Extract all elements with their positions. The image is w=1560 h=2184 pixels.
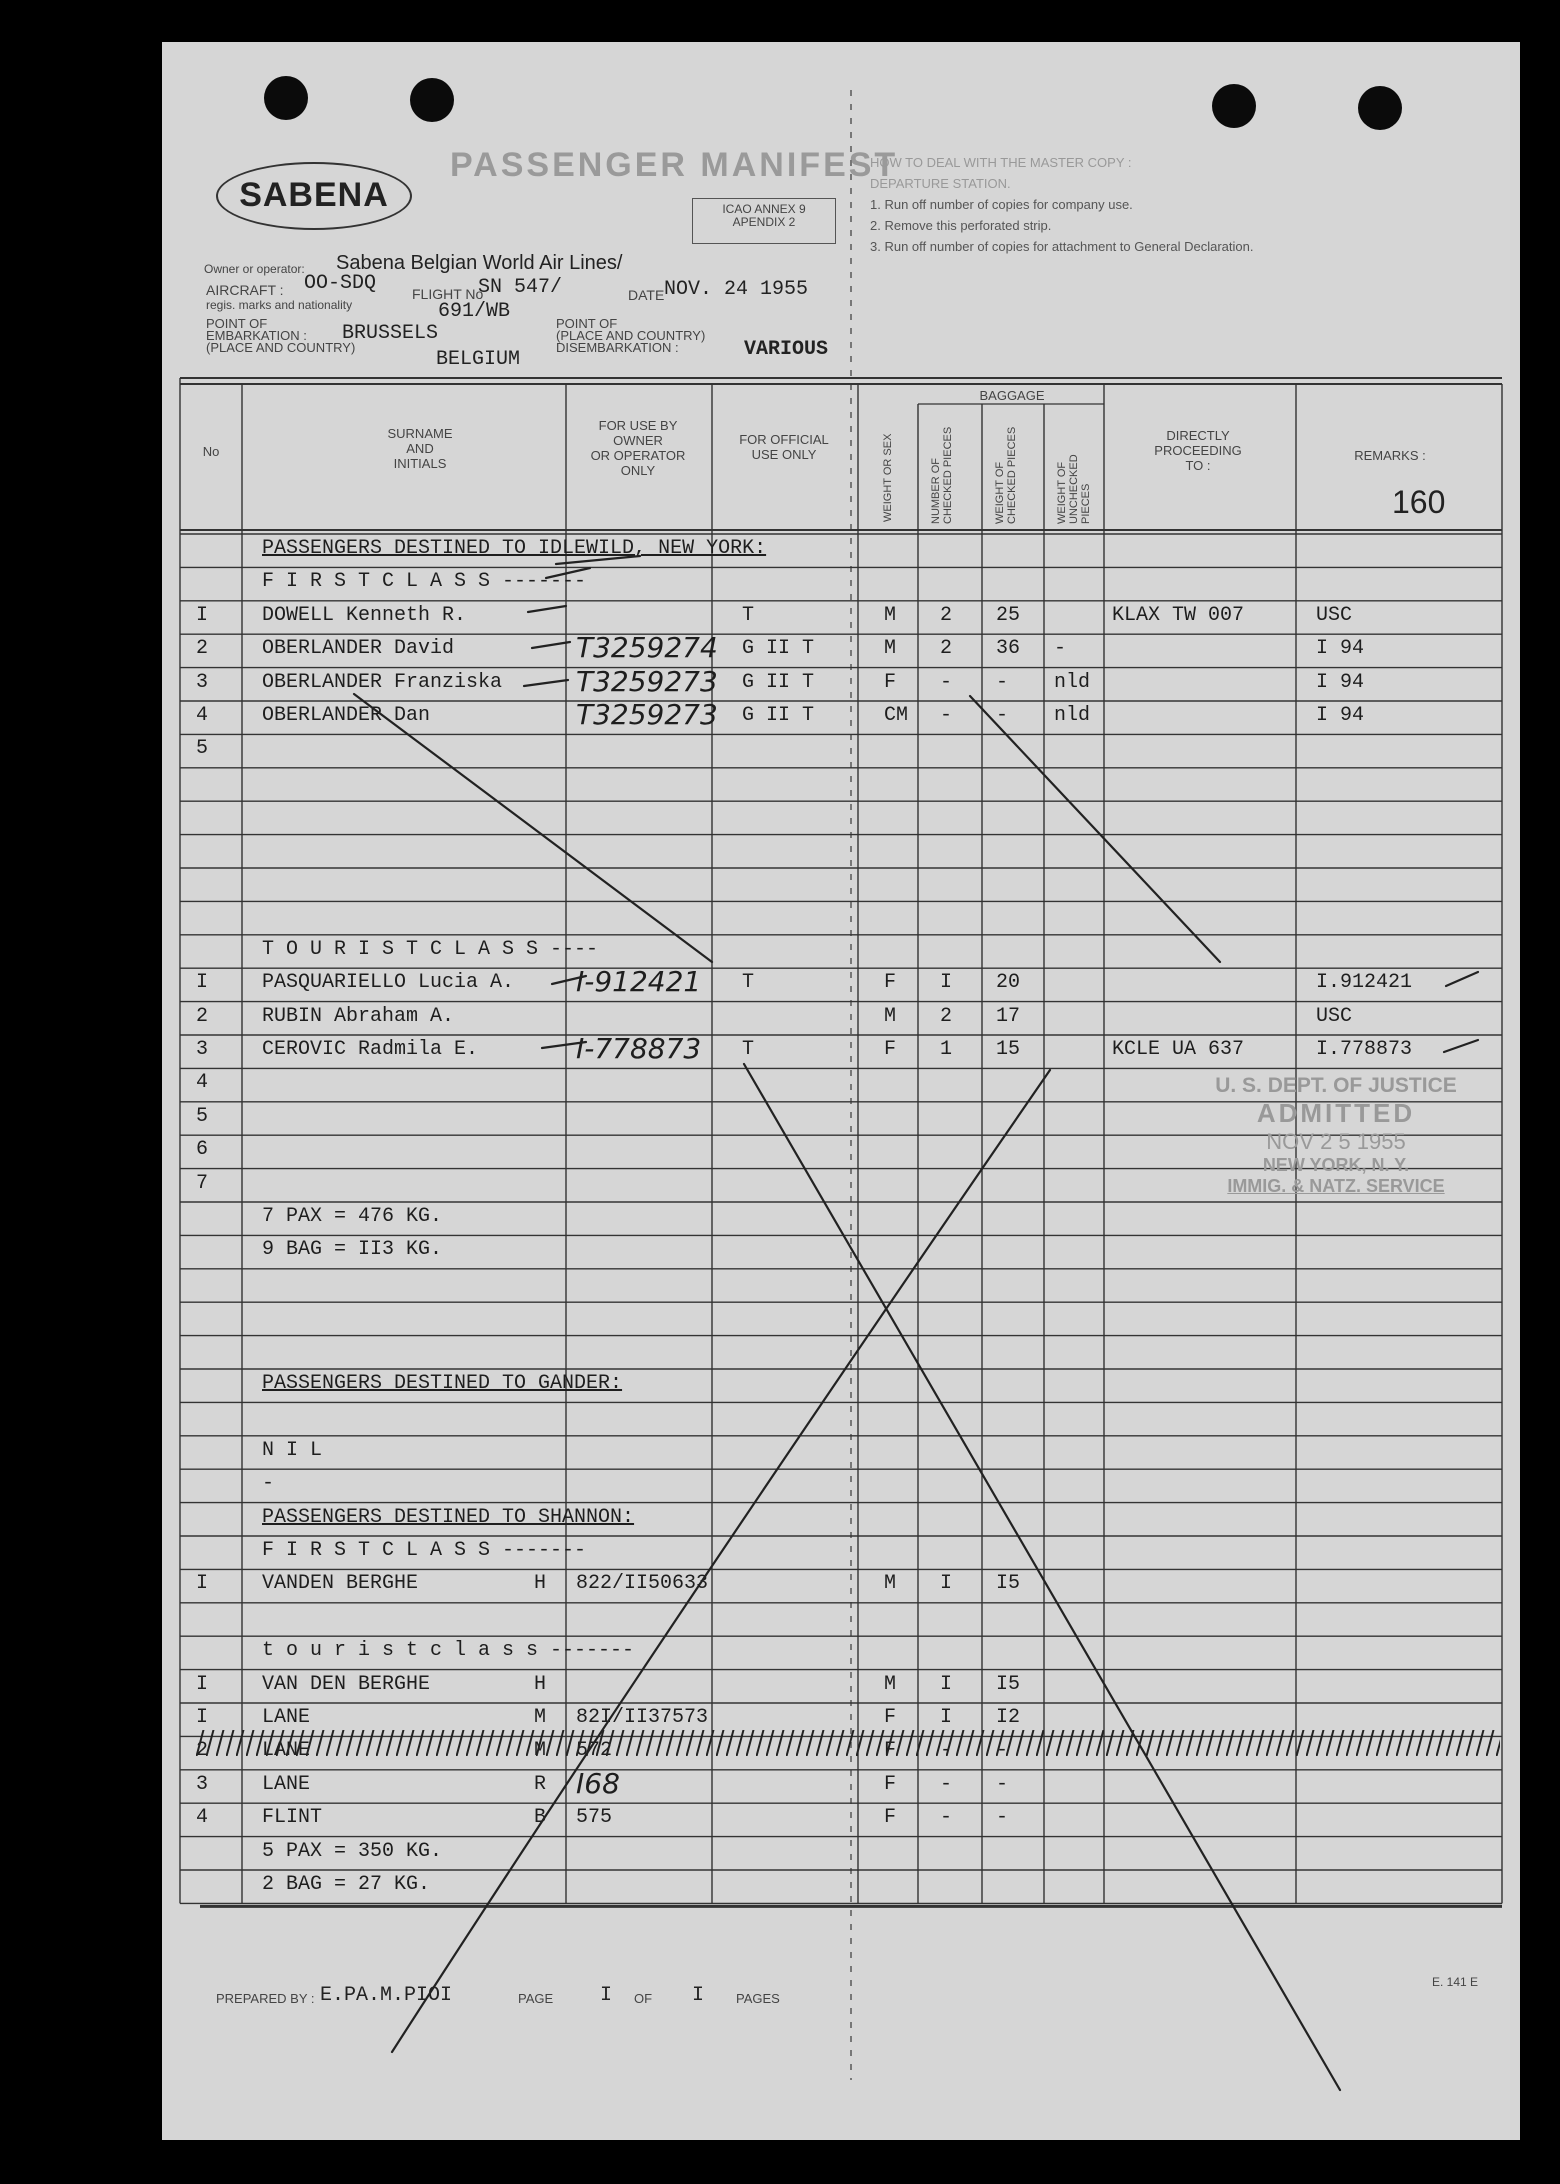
row-checked-pieces: - [940,670,953,694]
row-no: 7 [196,1171,209,1195]
row-name: LANE [262,1772,311,1796]
flight-value: SN 547/ [478,276,563,299]
row-owner-ref: I68 [576,1766,620,1800]
row-owner-ref: I-912421 [576,965,702,999]
row-official: G II T [742,704,815,727]
row-name: OBERLANDER Franziska [262,670,503,694]
row-owner-ref: I-778873 [576,1032,702,1065]
admitted-stamp [1196,1074,1476,1197]
pages-label: PAGES [736,1991,780,2006]
row-no: I [196,1672,209,1696]
row-name: F I R S T C L A S S ------- [262,570,587,594]
date-label: DATE [628,287,665,303]
instruction-line: 2. Remove this perforated strip. [870,218,1052,233]
remarks-number: 160 [1392,484,1446,520]
of-value: I [692,1984,705,2007]
row-weight-sex: M [884,1004,897,1028]
row-weight-unchecked: nld [1054,670,1091,694]
page-label: PAGE [518,1991,554,2006]
embark-value: BRUSSELS [342,322,439,345]
row-name: VAN DEN BERGHE [262,1672,431,1696]
col-surnames-line: AND [406,441,434,456]
row-name: OBERLANDER David [262,637,455,661]
page-value: I [600,1984,613,2007]
col-weight-checked: WEIGHT OF CHECKED PIECES [994,426,1018,524]
col-official-use-line: FOR OFFICIAL [739,432,829,447]
row-no: 4 [196,704,209,727]
row-owner-ref: 82I/II37573 [576,1706,709,1729]
row-checked-pieces: I [940,1706,953,1729]
stamp-line: U. S. DEPT. OF JUSTICE [1215,1074,1457,1097]
stamp-line: NEW YORK, N. Y. [1262,1155,1410,1175]
row-checked-pieces: - [940,704,953,727]
col-owner-use-line: OWNER [613,433,663,448]
aircraft-value: OO-SDQ [304,272,377,295]
row-name: 9 BAG = II3 KG. [262,1238,443,1262]
row-official: G II T [742,670,815,694]
col-weight-or-sex: WEIGHT OR SEX [882,433,894,522]
row-weight-checked: I2 [996,1706,1021,1729]
row-no: I [196,971,209,995]
disembark-label-line: POINT OF [556,316,618,331]
row-name: OBERLANDER Dan [262,704,431,727]
col-surnames-line: SURNAME [387,426,453,441]
row-remarks: USC [1316,1004,1353,1028]
row-checked-pieces: I [940,971,953,995]
owner-value: Sabena Belgian World Air Lines/ [336,252,623,274]
instruction-line: 3. Run off number of copies for attachment to General Declaration. [870,239,1254,254]
col-checked-pieces: NUMBER OF CHECKED PIECES [930,426,954,524]
row-weight-unchecked: nld [1054,704,1091,727]
row-name: PASSENGERS DESTINED TO IDLEWILD, NEW YORK: [262,537,767,560]
row-proceeding: KLAX TW 007 [1112,603,1245,627]
row-checked-pieces: - [940,1806,953,1830]
row-remarks: I.778873 [1316,1038,1413,1061]
row-owner-ref: 822/II50633 [576,1572,709,1596]
disembark-label-line: (PLACE AND COUNTRY) [556,328,706,343]
row-initial: M [534,1706,547,1729]
row-weight-sex: CM [884,704,909,727]
row-no: 5 [196,737,209,761]
of-label: OF [634,1991,653,2006]
row-name: PASSENGERS DESTINED TO SHANNON: [262,1505,635,1529]
row-name: N I L [262,1438,323,1462]
row-weight-checked: - [996,1806,1009,1830]
icao-apendix: APENDIX 2 [732,215,796,229]
row-no: I [196,1572,209,1596]
embark-label-line: (PLACE AND COUNTRY) [206,340,356,355]
page-title: PASSENGER MANIFEST [450,146,899,184]
col-weight-unchecked: WEIGHT OF UNCHECKED PIECES [1056,454,1092,524]
row-initial: H [534,1672,547,1696]
row-checked-pieces: I [940,1672,953,1696]
row-official: T [742,603,755,627]
date-value: NOV. 24 1955 [664,278,809,301]
prepared-value: E.PA.M.PIOI [320,1984,453,2007]
col-surnames-line: INITIALS [393,456,447,471]
row-owner-ref: T3259273 [576,664,718,698]
row-weight-checked: 17 [996,1004,1021,1028]
row-name: LANE [262,1706,311,1729]
row-no: 5 [196,1104,209,1128]
owner-label: Owner or operator: [204,262,305,276]
row-no: I [196,603,209,627]
row-weight-checked: 36 [996,637,1021,661]
row-weight-checked: I5 [996,1672,1021,1696]
prepared-label: PREPARED BY : [216,1991,315,2006]
row-remarks: I 94 [1316,670,1365,694]
struck-row-hatch [196,1728,1500,1758]
col-baggage: BAGGAGE [979,388,1045,403]
row-checked-pieces: 2 [940,1004,953,1028]
row-no: 6 [196,1138,209,1162]
row-weight-checked: 20 [996,971,1021,995]
col-remarks: REMARKS : [1354,448,1426,463]
row-weight-sex: F [884,971,897,995]
row-weight-unchecked: - [1054,637,1067,661]
row-initial: H [534,1572,547,1596]
row-weight-checked: I5 [996,1572,1021,1596]
flight-label: FLIGHT No [412,286,484,302]
stamp-line: ADMITTED [1256,1098,1416,1128]
row-name: t o u r i s t c l a s s ------- [262,1639,635,1663]
row-weight-sex: M [884,603,897,627]
row-no: I [196,1706,209,1729]
col-proceeding-line: DIRECTLY [1166,428,1230,443]
row-remarks: I.912421 [1316,971,1413,995]
row-weight-sex: M [884,1572,897,1596]
row-name: PASQUARIELLO Lucia A. [262,971,515,995]
row-no: 3 [196,1772,209,1796]
row-name: 5 PAX = 350 KG. [262,1839,443,1863]
stamp-line: IMMIG. & NATZ. SERVICE [1227,1176,1445,1196]
row-weight-checked: - [996,670,1009,694]
row-weight-sex: F [884,1772,897,1796]
row-official: T [742,971,755,995]
row-name: RUBIN Abraham A. [262,1004,455,1028]
form-code: E. 141 E [1432,1975,1479,1989]
aircraft-sub-label: regis. marks and nationality [206,298,353,312]
row-name: - [262,1472,275,1496]
row-owner-ref: 575 [576,1806,613,1830]
row-name: 2 BAG = 27 KG. [262,1873,431,1896]
row-no: 2 [196,637,209,661]
col-owner-use-line: FOR USE BY [598,418,678,433]
flight-extra: 691/WB [438,300,511,323]
row-name: FLINT [262,1806,323,1830]
row-name: VANDEN BERGHE [262,1572,419,1596]
row-weight-sex: M [884,637,897,661]
row-owner-ref: T3259273 [576,698,718,731]
row-weight-sex: F [884,670,897,694]
icao-annex: ICAO ANNEX 9 [722,202,806,216]
row-weight-checked: - [996,1772,1009,1796]
row-weight-sex: F [884,1706,897,1729]
row-checked-pieces: 2 [940,637,953,661]
col-no: No [202,444,220,459]
row-no: 4 [196,1071,209,1095]
col-proceeding-line: TO : [1185,458,1211,473]
row-proceeding: KCLE UA 637 [1112,1038,1245,1061]
row-weight-sex: F [884,1806,897,1830]
embark-country: BELGIUM [436,348,521,371]
row-no: 3 [196,670,209,694]
aircraft-label: AIRCRAFT : [206,282,284,298]
col-proceeding-line: PROCEEDING [1154,443,1242,458]
row-weight-sex: M [884,1672,897,1696]
row-no: 3 [196,1038,209,1061]
row-remarks: I 94 [1316,637,1365,661]
instruction-line: HOW TO DEAL WITH THE MASTER COPY : [870,155,1132,170]
row-no: 4 [196,1806,209,1830]
sabena-logo: SABENA [216,162,412,230]
row-initial: R [534,1772,547,1796]
row-no: 2 [196,1004,209,1028]
row-checked-pieces: I [940,1572,953,1596]
disembark-value: VARIOUS [744,338,829,361]
embark-label-line: EMBARKATION : [206,328,307,343]
row-name: T O U R I S T C L A S S ---- [262,937,599,961]
stamp-line: NOV 2 5 1955 [1266,1129,1406,1154]
row-remarks: I 94 [1316,704,1365,727]
col-owner-use-line: ONLY [620,463,656,478]
instruction-line: DEPARTURE STATION. [870,176,1011,191]
row-name: 7 PAX = 476 KG. [262,1205,443,1228]
row-name: CEROVIC Radmila E. [262,1038,479,1061]
row-owner-ref: T3259274 [576,631,718,665]
row-name: DOWELL Kenneth R. [262,603,467,627]
row-weight-sex: F [884,1038,897,1061]
instruction-line: 1. Run off number of copies for company use. [870,197,1133,212]
row-checked-pieces: - [940,1772,953,1796]
row-weight-checked: - [996,704,1009,727]
col-official-use-line: USE ONLY [751,447,817,462]
row-name: PASSENGERS DESTINED TO GANDER: [262,1372,623,1395]
row-checked-pieces: 1 [940,1038,953,1061]
row-remarks: USC [1316,603,1353,627]
row-official: G II T [742,637,815,661]
row-initial: B [534,1806,547,1830]
row-name: F I R S T C L A S S ------- [262,1539,587,1562]
embark-label-line: POINT OF [206,316,268,331]
row-weight-checked: 15 [996,1038,1021,1061]
row-checked-pieces: 2 [940,603,953,627]
col-owner-use-line: OR OPERATOR [590,448,686,463]
disembark-label-line: DISEMBARKATION : [556,340,679,355]
row-weight-checked: 25 [996,603,1021,627]
row-official: T [742,1038,755,1061]
